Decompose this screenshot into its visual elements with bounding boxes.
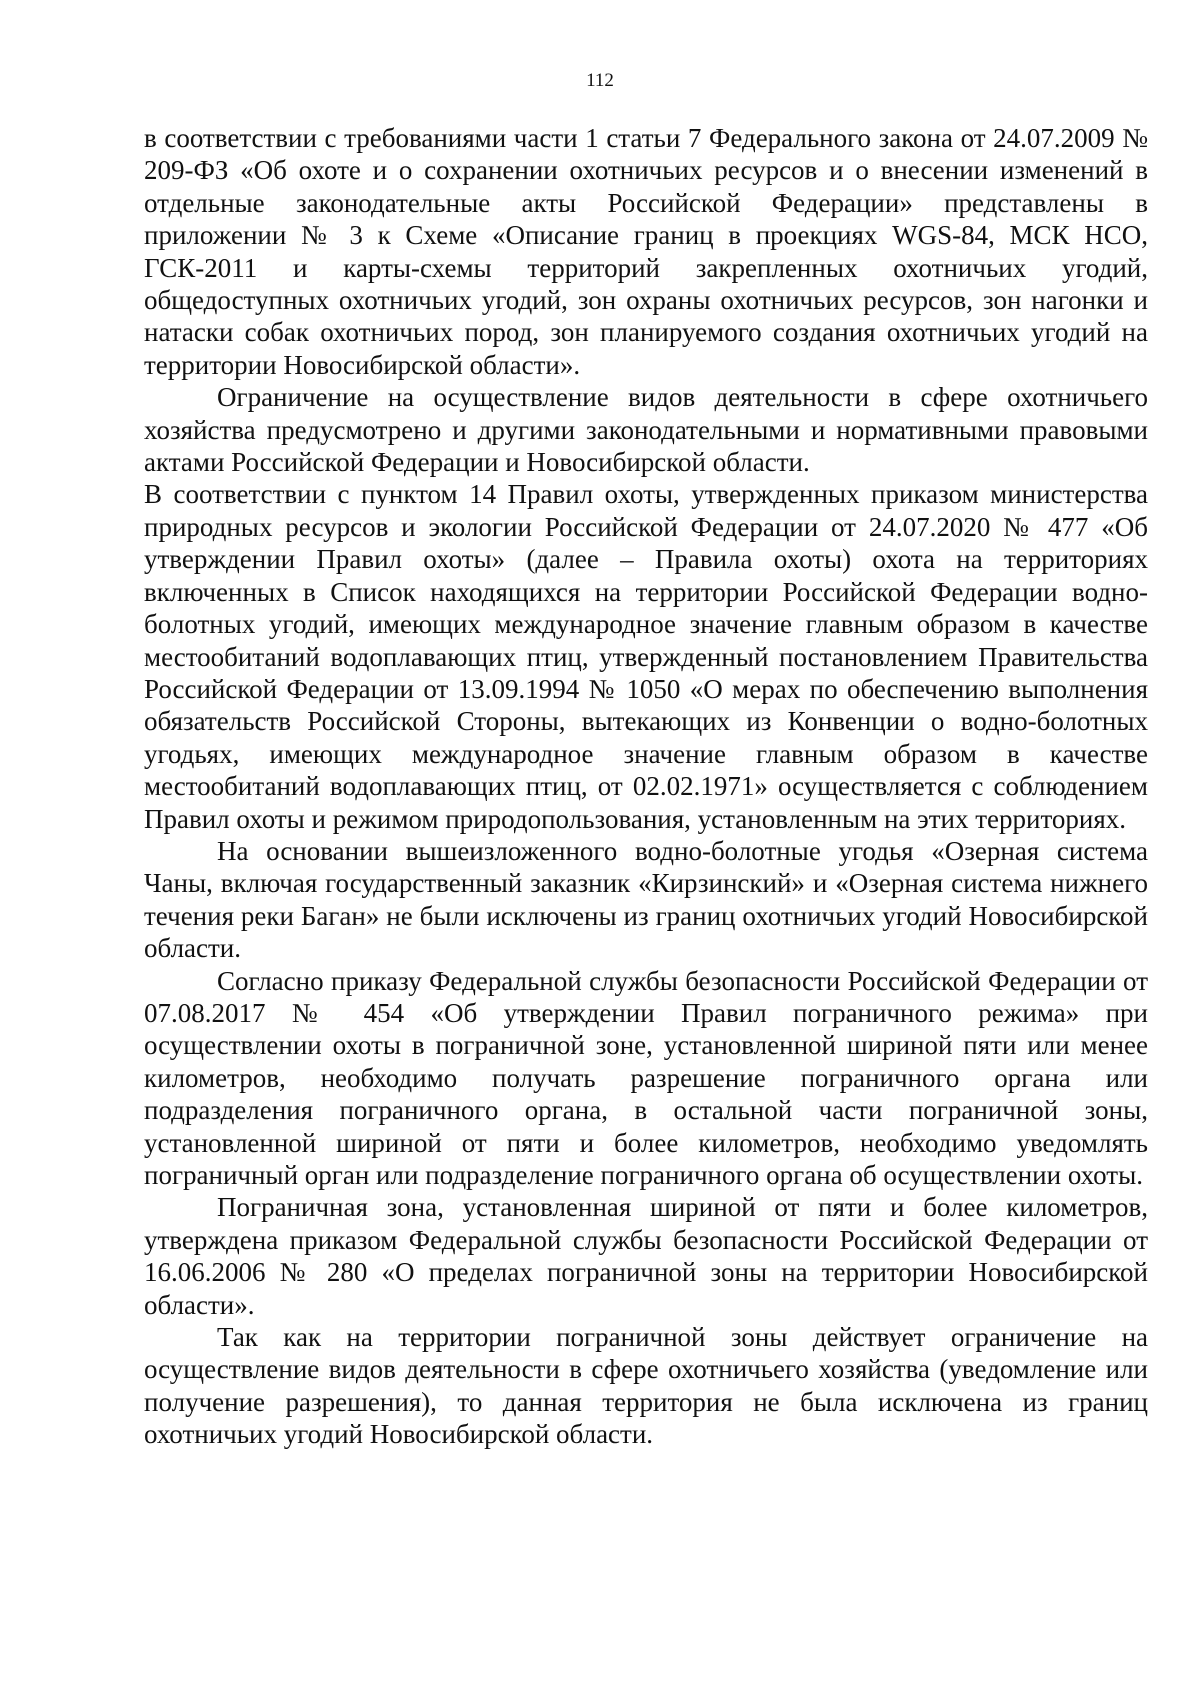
paragraph-4: На основании вышеизложенного водно-болотные угодья «Озерная система Чаны, включая государственный заказник «Кирзинский» и «Озерная система нижнего течения реки Баган» не были исключены из границ охотничьих угодий Новосибирской области. [144,835,1148,964]
paragraph-7: Так как на территории пограничной зоны действует ограничение на осуществление видов деятельности в сфере охотничьего хозяйства (уведомление или получение разрешения), то данная территория не была исключена из границ охотничьих угодий Новосибирской области. [144,1322,1148,1450]
paragraph-3: В соответствии с пунктом 14 Правил охоты, утвержденных приказом министерства природных ресурсов и экологии Российской Федерации от 24.07.2020 № 477 «Об утверждении Правил охоты» (далее – Правила охоты) охота на территориях включенных в Список находящихся на территории Российской Федерации водно-болотных угодий, имеющих международное значение главным образом в качестве местообитаний водоплавающих птиц, утвержденный постановлением Правительства Российской Федерации от 13.09.1994 № 1050 «О мерах по обеспечению выполнения обязательств Российской Стороны, вытекающих из Конвенции о водно-болотных угодьях, имеющих международное значение главным образом в качестве местообитаний водоплавающих птиц, от 02.02.1971» осуществляется с соблюдением Правил охоты и режимом природопользования, установленным на этих территориях. [144,479,1148,834]
paragraph-6: Пограничная зона, установленная шириной от пяти и более километров, утверждена приказом Федеральной службы безопасности Российской Федерации от 16.06.2006 № 280 «О пределах пограничной зоны на территории Новосибирской области». [144,1192,1148,1320]
document-body [144,122,1148,1451]
paragraph-5: Согласно приказу Федеральной службы безопасности Российской Федерации от 07.08.2017 № 454 «Об утверждении Правил пограничного режима» при осуществлении охоты в пограничной зоне, установленной шириной пяти или менее километров, необходимо получать разрешение пограничного органа или подразделения пограничного органа, в остальной части пограничной зоны, установленной шириной от пяти и более километров, необходимо уведомлять пограничный орган или подразделение пограничного органа об осуществлении охоты. [144,965,1148,1190]
page-number: 112 [586,70,614,91]
paragraph-1: в соответствии с требованиями части 1 статьи 7 Федерального закона от 24.07.2009 № 209-ФЗ «Об охоте и о сохранении охотничьих ресурсов и о внесении изменений в отдельные законодательные акты Российской Федерации» представлены в приложении № 3 к Схеме «Описание границ в проекциях WGS-84, МСК НСО, ГСК-2011 и карты-схемы территорий закрепленных охотничьих угодий, общедоступных охотничьих угодий, зон охраны охотничьих ресурсов, зон нагонки и натаски собак охотничьих пород, зон планируемого создания охотничьих угодий на территории Новосибирской области». [144,123,1148,380]
paragraph-2: Ограничение на осуществление видов деятельности в сфере охотничьего хозяйства предусмотрено и другими законодательными и нормативными правовыми актами Российской Федерации и Новосибирской области. [144,382,1148,478]
